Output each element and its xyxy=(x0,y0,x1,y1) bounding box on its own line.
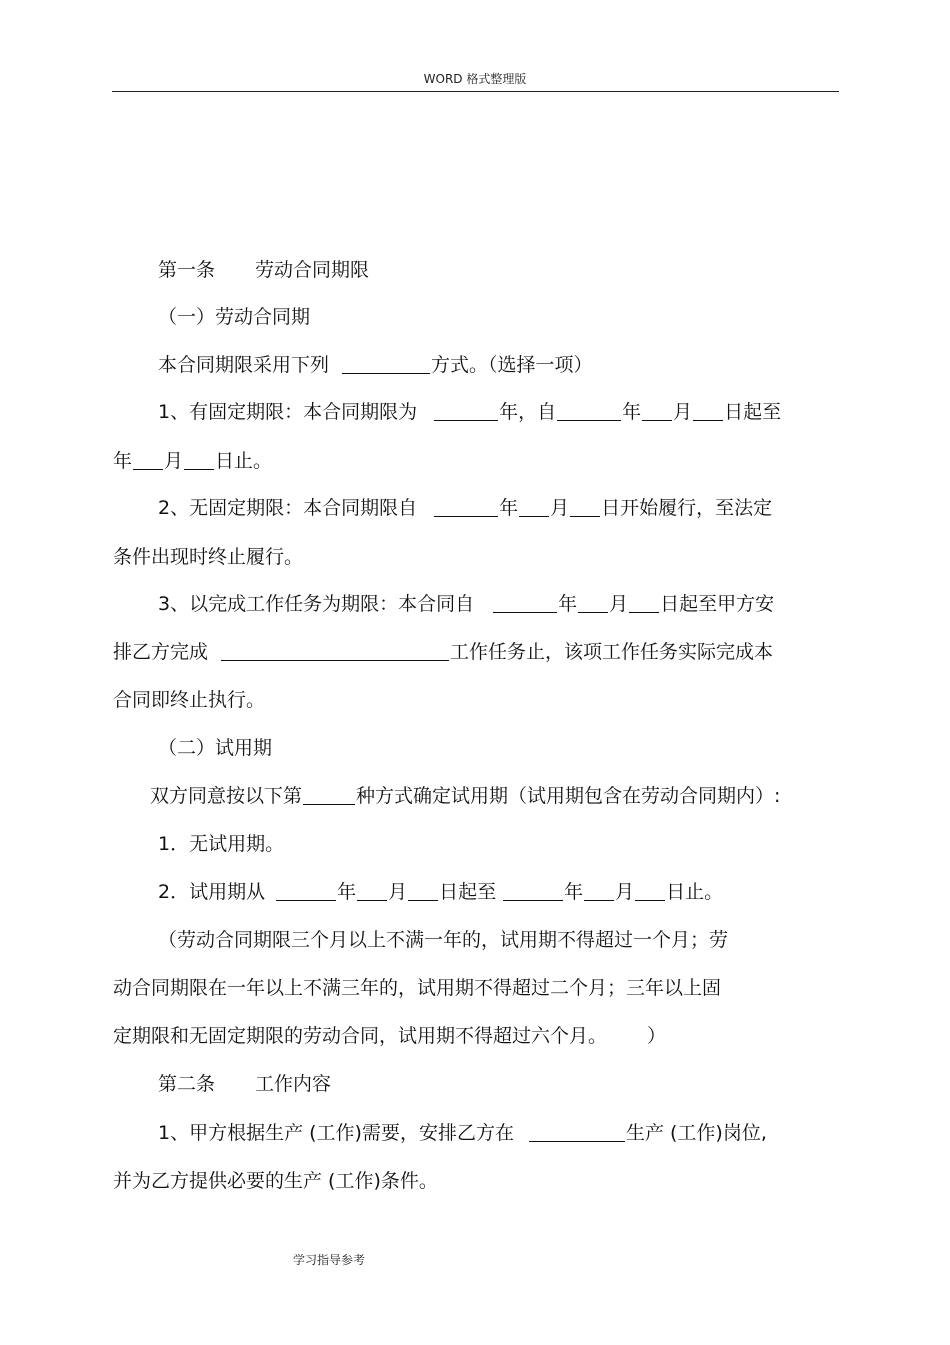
start-day-blank[interactable] xyxy=(693,401,723,421)
trial-method-line: 双方同意按以下第 种方式确定试用期（试用期包含在劳动合同期内）: xyxy=(150,785,781,807)
article-number: 第二条 xyxy=(158,1073,216,1095)
trial-end-year-blank[interactable] xyxy=(503,881,563,901)
section-heading-term: （一）劳动合同期 xyxy=(158,306,311,328)
end-month-blank[interactable] xyxy=(133,450,163,470)
task-day-blank[interactable] xyxy=(629,593,659,613)
article-title: 工作内容 xyxy=(255,1073,332,1095)
open-month-blank[interactable] xyxy=(519,497,549,517)
end-day-blank[interactable] xyxy=(184,450,214,470)
start-month-blank[interactable] xyxy=(642,401,672,421)
article-title: 劳动合同期限 xyxy=(255,259,370,281)
method-blank[interactable] xyxy=(342,354,430,374)
task-term-line: 3、以完成工作任务为期限：本合同自 年 月 日起至甲方安 xyxy=(158,593,775,615)
trial-note-line-1: （劳动合同期限三个月以上不满一年的，试用期不得超过一个月；劳 xyxy=(158,929,729,951)
task-term-cont: 排乙方完成 工作任务止，该项工作任务实际完成本 xyxy=(113,641,774,663)
article-2-title xyxy=(158,1072,331,1096)
years-blank[interactable] xyxy=(434,401,498,421)
work-content-cont: 并为乙方提供必要的生产 (工作)条件。 xyxy=(113,1170,438,1192)
trial-end-day-blank[interactable] xyxy=(635,881,665,901)
task-month-blank[interactable] xyxy=(578,593,608,613)
trial-note-line-3: 定期限和无固定期限的劳动合同，试用期不得超过六个月。 ） xyxy=(113,1025,667,1047)
trial-note-line-2: 动合同期限在一年以上不满三年的，试用期不得超过二个月；三年以上固 xyxy=(113,977,722,999)
trial-start-day-blank[interactable] xyxy=(408,881,438,901)
open-term-cont: 条件出现时终止履行。 xyxy=(113,546,304,568)
article-number: 第一条 xyxy=(158,259,216,281)
page-footer: 学习指导参考 xyxy=(293,1253,366,1267)
term-method-line: 本合同期限采用下列 方式。（选择一项） xyxy=(158,354,593,376)
fixed-term-end-line: 年 月 日止。 xyxy=(113,450,273,472)
open-year-blank[interactable] xyxy=(434,497,498,517)
start-year-blank[interactable] xyxy=(557,401,621,421)
trial-start-year-blank[interactable] xyxy=(276,881,336,901)
work-content-line: 1、甲方根据生产 (工作)需要，安排乙方在 生产 (工作)岗位, xyxy=(158,1122,767,1144)
task-name-blank[interactable] xyxy=(221,641,449,661)
position-blank[interactable] xyxy=(529,1122,625,1142)
trial-method-blank[interactable] xyxy=(303,785,355,805)
trial-end-month-blank[interactable] xyxy=(584,881,614,901)
trial-option-1: 1．无试用期。 xyxy=(158,833,285,855)
trial-start-month-blank[interactable] xyxy=(357,881,387,901)
header-rule xyxy=(112,91,839,92)
page-header: WORD 格式整理版 xyxy=(423,72,527,86)
task-term-end: 合同即终止执行。 xyxy=(113,689,266,711)
trial-option-2: 2．试用期从 年 月 日起至 年 月 日止。 xyxy=(158,881,724,903)
open-day-blank[interactable] xyxy=(570,497,600,517)
open-term-line: 2、无固定期限：本合同期限自 年 月 日开始履行，至法定 xyxy=(158,497,773,519)
fixed-term-line: 1、有固定期限：本合同期限为 年，自 年 月 日起至 xyxy=(158,401,782,423)
article-1-title xyxy=(158,258,369,282)
section-heading-trial: （二）试用期 xyxy=(158,737,273,759)
task-year-blank[interactable] xyxy=(493,593,557,613)
